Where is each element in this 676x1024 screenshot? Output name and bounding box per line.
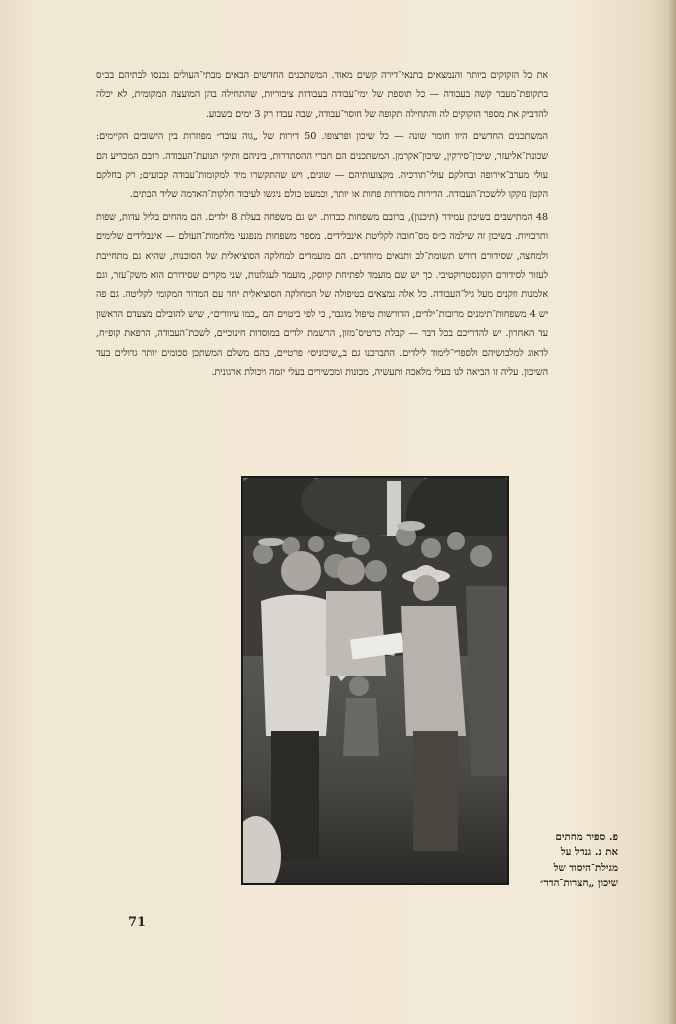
caption-line: את נ. גנדל על (560, 846, 618, 859)
paragraph-3: 48 המתישבים בשיכון עמידר (תיכנון), ברובם משפחות כבדות. יש גם משפחה בעלת 8 ילדים. הם מהחים בליל עדות, שפות ותרבויות. בשיכון זה שילמה כ״ס מס־חובה לקליטת אינבלידים. מספר משפחות מנפגעי מלחמות־העולם — אינבלידים שלימים ולמחצה, שסידורם דורש תשומת־לב ותנאים מיוחדים. הם מועמדים למחלקה הסוציאלית של הסוכנות, שהיא גם מתחייבת לעזור לסידורם הקונסטרוקטיבי. כך יש שם מועמד לפתיחת קיוסק, מועמד לעגלונות, שני מקרים שסידורם הוא משק־עזר, וגם אלמנות וזקנים מעל גיל־העבודה. כל אלה נמצאים בטיפולה של המחלקה הסוציאלית יחד עם המדור המקומי לקליטה. גם פה יש 4 משפחות־תימנים מרובות־ילדים, הדורשות טיפול מוגבר, כי לפי ביטוים הם „כמו עיוורים״, שיש להובילם מצעדם הראשון עד האחרון. יש להדריכם בכל דבר — קבלת כרטיס־מזון, הרשמת ילדים במוסדות חינוכיים, לשכת־העבודה, הרפאת קופ״ח, לדאוג למלבושיהם ולספרי־לימוד לילדים. התברכנו גם ב„שיכוניס״ פרטיים, בהם משלם המשתכן סכומים יותר גדולים בעד השיכון. עליה זו הביאה לנו בעלי מלאכה ותעשיה, מכונות ומכשירים בעלי יזמה ויכולת ארגונית. (96, 211, 548, 379)
paragraph-1: את כל הזקוקים ביותר והנמצאים בתנאי־דירה קשים מאוד. המשתכנים החדשים הבאים מבתי־העולים נכנסו לבתיהם בכ״ס בתקופת־מעבר קשה בעבודה — כל תוספת של ימי־עבודה בעבודות ציבוריות, שהתחילה בהן המועצה המקומית, לא יכלה להדביק את מספר הזקוקים לה והתחילה תקופה של חוסר־עבודה, שבה עבדו רק 3 ימים בשבוע. (96, 70, 548, 120)
ceremony-photo (241, 476, 509, 885)
paragraph-2: המשתכנים החדשים היוו חומר שונה — כל שיכון ופרצופו. 50 דירות של „גוה עובד״ מפוזרות בין הישובים הקיימים: שכונת־אליעזר, שיכון־סירקין, שיכון־אקרמן. המשתכנים הם חברי ההסתדרות, ביניהם ותיקי תנועת־העבודה. רובם המכריע הם עולי מערב־אירופה ובחלקם עולי־תורכיה. מקצועותיהם — שונים, ויש שהתקשרו מיד למקומות־עבודה קבועים; רק בחלקם הקטן נזקקו ללשכת־העבודה. הדירות מסודרות פחות או יותר, וכמעט כולם ניגשו לעיבוד חלקות־האדמה שליד הבתים. (96, 131, 548, 201)
caption-line: שיכון „חצרות־הדר״ (539, 877, 618, 890)
caption-line: מגילת־היסוד של (553, 861, 618, 874)
page-edge-shadow (668, 0, 676, 1024)
photo-caption (514, 830, 618, 892)
photo-illustration (241, 476, 509, 885)
caption-line: פ. ספיר מחתים (555, 831, 618, 843)
page-number: 71 (128, 915, 147, 930)
article-text (96, 66, 548, 386)
